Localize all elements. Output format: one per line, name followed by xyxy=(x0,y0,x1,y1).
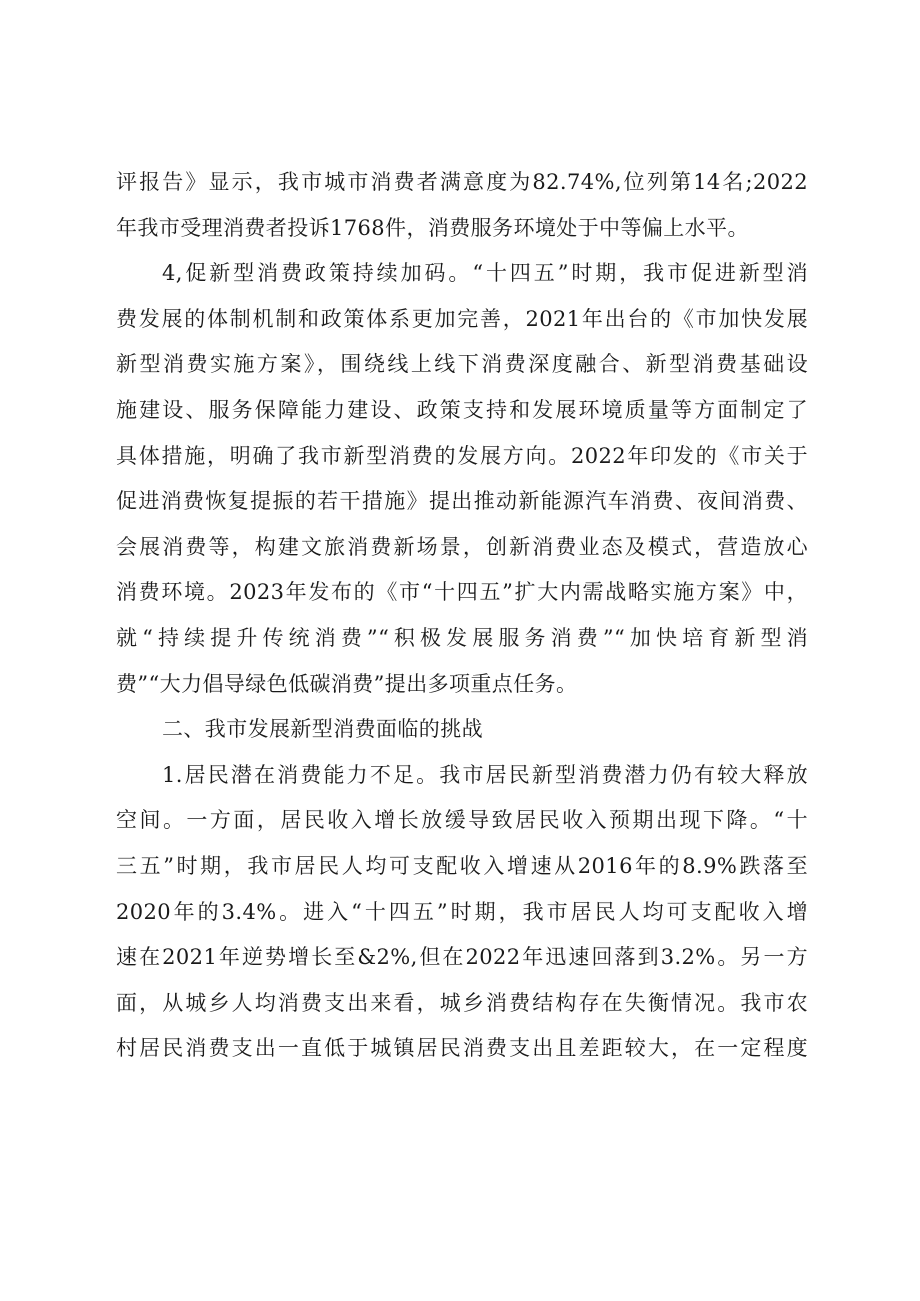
document-body xyxy=(116,160,808,1072)
text-line: 速在2021年逆势增长至&2%,但在2022年迅速回落到3.2%。另一方 xyxy=(116,945,808,970)
text-line: 年我市受理消费者投诉1768件，消费服务环境处于中等偏上水平。 xyxy=(116,215,749,240)
text-line: 新型消费实施方案》，围绕线上线下消费深度融合、新型消费基础设 xyxy=(116,352,808,377)
paragraph-challenges xyxy=(116,753,808,1072)
text-line: 就“持续提升传统消费”“积极发展服务消费”“加快培育新型消 xyxy=(116,625,808,650)
section-heading: 二、我市发展新型消费面临的挑战 xyxy=(162,717,483,742)
text-line: 2020年的3.4%。进入“十四五”时期，我市居民人均可支配收入增 xyxy=(116,899,808,924)
text-line: 村居民消费支出一直低于城镇居民消费支出且差距较大，在一定程度 xyxy=(116,1036,808,1061)
text-line: 促进消费恢复提振的若干措施》提出推动新能源汽车消费、夜间消费、 xyxy=(116,489,808,514)
text-line: 面，从城乡人均消费支出来看，城乡消费结构存在失衡情况。我市农 xyxy=(116,990,808,1015)
text-line: 评报告》显示，我市城市消费者满意度为82.74%,位列第14名;2022 xyxy=(116,170,808,194)
paragraph-satisfaction xyxy=(116,160,808,251)
text-line: 1.居民潜在消费能力不足。我市居民新型消费潜力仍有较大释放 xyxy=(162,762,808,787)
text-line: 费发展的体制机制和政策体系更加完善，2021年出台的《市加快发展 xyxy=(116,306,808,331)
text-line: 施建设、服务保障能力建设、政策支持和发展环境质量等方面制定了 xyxy=(116,397,808,422)
text-line: 4,促新型消费政策持续加码。“十四五”时期，我市促进新型消 xyxy=(162,261,808,286)
text-line: 三五”时期，我市居民人均可支配收入增速从2016年的8.9%跌落至 xyxy=(116,853,808,878)
text-line: 消费环境。2023年发布的《市“十四五”扩大内需战略实施方案》中， xyxy=(116,580,808,605)
paragraph-policy xyxy=(116,251,808,707)
text-line: 空间。一方面，居民收入增长放缓导致居民收入预期出现下降。“十 xyxy=(116,808,808,833)
text-line: 具体措施，明确了我市新型消费的发展方向。2022年印发的《市关于 xyxy=(116,443,808,468)
text-line: 费”“大力倡导绿色低碳消费”提出多项重点任务。 xyxy=(116,671,578,696)
text-line: 会展消费等，构建文旅消费新场景，创新消费业态及模式，营造放心 xyxy=(116,534,808,559)
